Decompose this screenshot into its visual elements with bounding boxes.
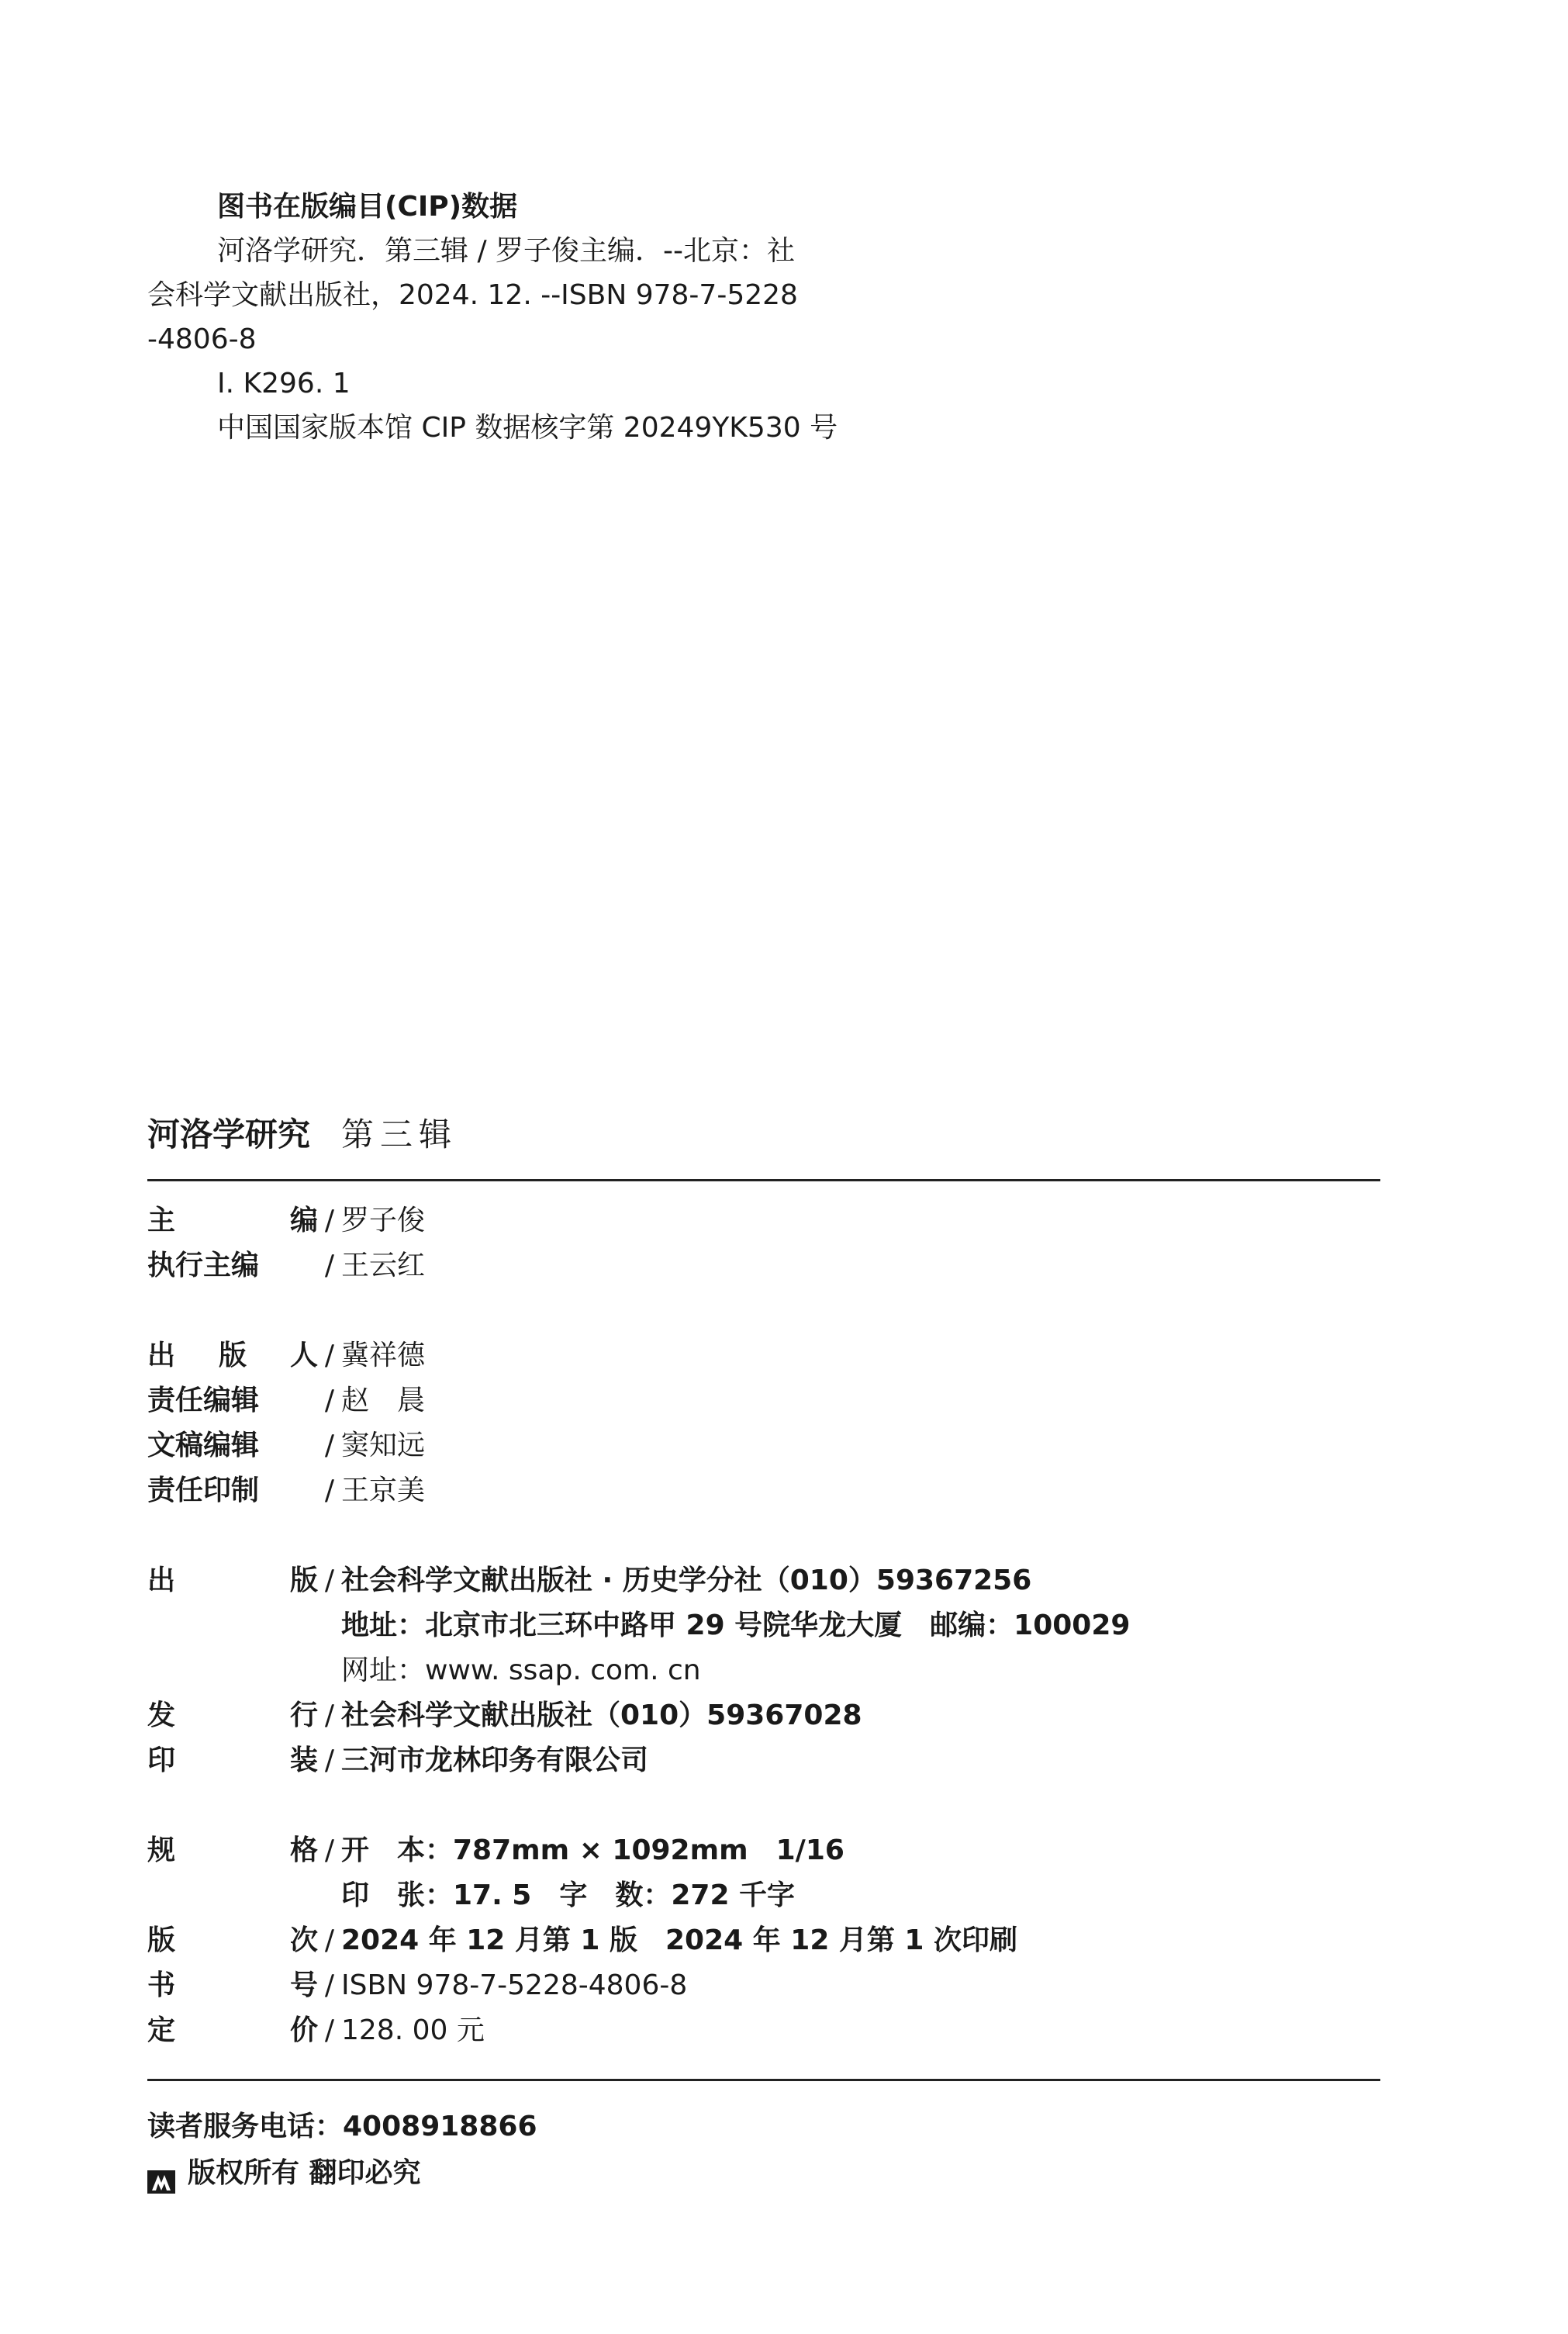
publication-label: 发 行 (147, 1699, 318, 1731)
staff-label: 出 版 人 (147, 1340, 318, 1371)
cip-block (147, 185, 954, 450)
book-title-text: 河洛学研究 (147, 1115, 311, 1153)
publication-row-publisher (147, 1558, 1380, 1603)
separator: / (324, 1699, 335, 1731)
spec-label: 版 次 (147, 1924, 318, 1956)
staff-row-responsible-editor (147, 1378, 1380, 1423)
publication-row-printer (147, 1738, 1380, 1783)
staff-row-manuscript-editor (147, 1423, 1380, 1468)
staff-label: 责任编辑 (147, 1385, 260, 1416)
spec-row-price (147, 2008, 1380, 2053)
credit-label: 执行主编 (147, 1250, 260, 1281)
book-volume: 第三辑 (341, 1115, 458, 1153)
separator: / (324, 1744, 335, 1776)
spec-label: 规 格 (147, 1834, 318, 1866)
publisher-website: 网址：www. ssap. com. cn (341, 1655, 701, 1686)
copyright-line (147, 2150, 537, 2197)
staff-label: 责任印制 (147, 1475, 260, 1506)
separator: / (324, 1205, 335, 1236)
cip-line-2: 会科学文献出版社，2024. 12. --ISBN 978-7-5228 (147, 279, 798, 311)
isbn-value: ISBN 978-7-5228-4806-8 (341, 1969, 688, 2001)
publisher-value: 社会科学文献出版社 · 历史学分社（010）59367256 (341, 1565, 1032, 1596)
copyright-text: 版权所有 翻印必究 (188, 2157, 421, 2189)
publication-label: 印 装 (147, 1744, 318, 1776)
spec-row-format (147, 1828, 1380, 1873)
cip-class-number: Ⅰ. K296. 1 (217, 368, 351, 399)
staff-label: 文稿编辑 (147, 1430, 260, 1461)
separator: / (324, 1565, 335, 1596)
separator: / (324, 1924, 335, 1956)
cip-line-1: 河洛学研究．第三辑 / 罗子俊主编．--北京：社 (217, 235, 795, 267)
separator: / (324, 1834, 335, 1866)
credit-value: 王云红 (341, 1250, 426, 1281)
credits-block (147, 1198, 1380, 2053)
reader-service-phone: 读者服务电话：4008918866 (147, 2111, 537, 2142)
separator: / (324, 1250, 335, 1281)
cip-heading: 图书在版编目(CIP)数据 (217, 191, 518, 223)
footer (147, 2104, 537, 2197)
book-title (147, 1109, 458, 1156)
sheets-value: 印 张：17. 5 字 数：272 千字 (341, 1879, 796, 1911)
separator: / (324, 1385, 335, 1416)
publication-label: 出 版 (147, 1565, 318, 1596)
credit-row-chief-editor (147, 1198, 1380, 1243)
spec-label: 定 价 (147, 2014, 318, 2046)
edition-value: 2024 年 12 月第 1 版 2024 年 12 月第 1 次印刷 (341, 1924, 1018, 1956)
publisher-address: 地址：北京市北三环中路甲 29 号院华龙大厦 邮编：100029 (341, 1610, 1131, 1641)
separator: / (324, 1340, 335, 1371)
spec-row-edition (147, 1918, 1380, 1963)
distributor-value: 社会科学文献出版社（010）59367028 (341, 1699, 862, 1731)
separator: / (324, 1430, 335, 1461)
printer-value: 三河市龙林印务有限公司 (341, 1744, 649, 1776)
staff-value: 王京美 (341, 1475, 426, 1506)
format-value: 开 本：787mm × 1092mm 1/16 (341, 1834, 844, 1866)
publication-row-distributor (147, 1693, 1380, 1738)
bottom-divider (147, 2079, 1380, 2081)
credit-label: 主 编 (147, 1205, 318, 1236)
staff-value: 冀祥德 (341, 1340, 426, 1371)
cip-record-number: 中国国家版本馆 CIP 数据核字第 20249YK530 号 (217, 412, 838, 444)
price-value: 128. 00 元 (341, 2014, 485, 2046)
publisher-logo-icon (147, 2162, 175, 2185)
staff-value: 赵 晨 (341, 1385, 426, 1416)
separator: / (324, 2014, 335, 2046)
top-divider (147, 1179, 1380, 1181)
separator: / (324, 1969, 335, 2001)
credit-value: 罗子俊 (341, 1205, 426, 1236)
staff-row-print-manager (147, 1468, 1380, 1513)
separator: / (324, 1475, 335, 1506)
spec-label: 书 号 (147, 1969, 318, 2001)
cip-line-3: -4806-8 (147, 323, 257, 355)
spec-row-isbn (147, 1963, 1380, 2008)
credit-row-executive-editor (147, 1243, 1380, 1288)
staff-row-publisher (147, 1333, 1380, 1378)
staff-value: 窦知远 (341, 1430, 426, 1461)
